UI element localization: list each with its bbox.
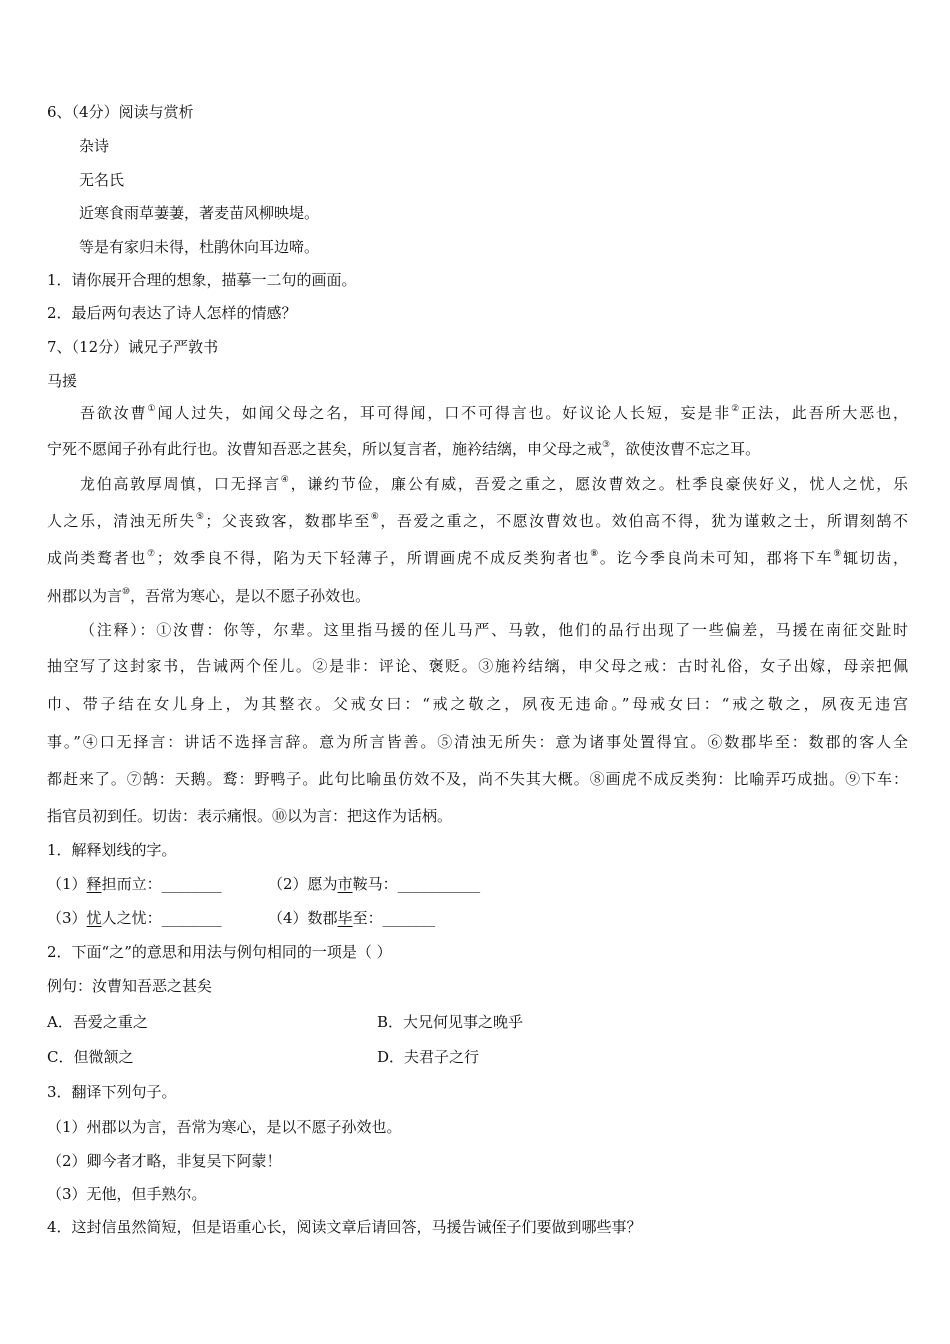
translate-item-2: （2）卿今者才略，非复吴下阿蒙！: [47, 1152, 282, 1170]
poem-author: 无名氏: [79, 171, 125, 189]
passage-line: [80, 403, 908, 423]
translate-item-3: （3）无他，但手熟尔。: [47, 1185, 207, 1203]
passage-text: 宁死不愿闻子孙有此行也。汝曹知吾恶之甚矣，所以复言者，施衿结缡，申父母之戒: [47, 440, 603, 458]
blank-item-4: （4）数郡毕至：_______: [268, 909, 436, 927]
footnote-marker: ⑥: [370, 512, 381, 522]
blank-item-3: （3）忧人之忧：________: [47, 909, 222, 927]
text-author: 马援: [47, 372, 78, 390]
q6-heading: 6、（4分）阅读与赏析: [47, 103, 194, 121]
q7-sub-question-2: 2．下面“之”的意思和用法与例句相同的一项是（ ）: [47, 943, 392, 961]
passage-line: [47, 548, 908, 568]
q6-sub-question-1: 1．请你展开合理的想象，描摹一二句的画面。: [47, 271, 357, 289]
q7-sub-question-4: 4．这封信虽然简短，但是语重心长，阅读文章后请回答，马援告诫侄子们要做到哪些事？: [47, 1218, 642, 1236]
footnote-marker: ⑧: [590, 549, 600, 559]
passage-line: [47, 439, 760, 459]
passage-text: 正法，此吾所大恶也，: [741, 404, 908, 422]
note-line: 指官员初到任。切齿：表示痛恨。⑩以为言：把这作为话柄。: [47, 807, 453, 825]
poem-line-1: 近寒食雨草萋萋，著麦苗风柳映堤。: [79, 204, 320, 222]
passage-text: ，吾常为寒心，是以不愿子孙效也。: [130, 587, 371, 605]
passage-text: 龙伯高敦厚周慎，口无择言: [80, 475, 281, 493]
footnote-marker: ⑨: [833, 549, 843, 559]
passage-text: 闻人过失，如闻父母之名，耳可得闻，口不可得言也。好议论人长短，妄是非: [157, 404, 732, 422]
option-c: C．但微颔之: [47, 1048, 134, 1066]
q7-sub-question-3: 3．翻译下列句子。: [47, 1083, 177, 1101]
passage-text: 。讫今季良尚未可知，郡将下车: [599, 549, 834, 567]
example-sentence: 例句：汝曹知吾恶之甚矣: [47, 977, 213, 995]
note-line: 巾、带子结在女儿身上，为其整衣。父戒女曰：“戒之敬之，夙夜无违命。”母戒女曰：“戒之敬之，夙夜无违宫: [47, 695, 908, 713]
q7-heading: 7、（12分）诫兄子严敦书: [47, 338, 219, 356]
passage-line: [80, 474, 908, 494]
blank-item-2: （2）愿为市鞍马：___________: [268, 875, 481, 893]
passage-text: ，欲使汝曹不忘之耳。: [610, 440, 761, 458]
option-a: A．吾爱之重之: [47, 1013, 148, 1031]
note-line: （注释）：①汝曹：你等，尔辈。这里指马援的侄儿马严、马敦，他们的品行出现了一些偏差，马援在南征交趾时: [80, 621, 908, 639]
passage-text: ；父丧致客，数郡毕至: [205, 512, 371, 530]
note-line: 抽空写了这封家书，告诫两个侄儿。②是非：评论、褒贬。③施衿结缡，申父母之戒：古时礼俗，女子出嫁，母亲把佩: [47, 657, 908, 675]
option-b: B．大兄何见事之晚乎: [377, 1013, 524, 1031]
passage-text: ，谦约节俭，廉公有威，吾爱之重之，愿汝曹效之。杜季良豪侠好义，忧人之忧，乐: [290, 475, 908, 493]
passage-line: [47, 511, 908, 531]
passage-text: 州郡以为言: [47, 587, 123, 605]
q7-sub-question-1: 1．解释划线的字。: [47, 841, 177, 859]
passage-text: 成尚类鹜者也: [47, 549, 148, 567]
blank-item-1: （1）释担而立：________: [47, 875, 222, 893]
footnote-marker: ②: [731, 404, 742, 414]
footnote-marker: ⑩: [122, 587, 131, 597]
option-d: D．夫君子之行: [377, 1048, 480, 1066]
footnote-marker: ③: [602, 440, 611, 450]
q6-sub-question-2: 2．最后两句表达了诗人怎样的情感？: [47, 304, 297, 322]
passage-text: 辄切齿，: [842, 549, 908, 567]
passage-text: ，吾爱之重之，不愿汝曹效也。效伯高不得，犹为谨敕之士，所谓刻鹄不: [380, 512, 908, 530]
footnote-marker: ⑦: [147, 549, 157, 559]
passage-text: ；效季良不得，陷为天下轻薄子，所谓画虎不成反类狗者也: [156, 549, 591, 567]
passage-text: 吾欲汝曹: [80, 404, 148, 422]
note-line: 事。”④口无择言：讲话不选择言辞。意为所言皆善。⑤清浊无所失：意为诸事处置得宜。⑥数郡毕至：数郡的客人全: [47, 733, 908, 751]
passage-line: [47, 586, 370, 606]
footnote-marker: ④: [280, 475, 291, 485]
translate-item-1: （1）州郡以为言，吾常为寒心，是以不愿子孙效也。: [47, 1118, 402, 1136]
poem-title: 杂诗: [79, 137, 110, 155]
note-line: 都赶来了。⑦鹄：天鹅。鹜：野鸭子。此句比喻虽仿效不及，尚不失其大概。⑧画虎不成反类狗：比喻弄巧成拙。⑨下车：: [47, 770, 908, 788]
poem-line-2: 等是有家归未得，杜鹃休向耳边啼。: [79, 238, 320, 256]
footnote-marker: ⑤: [195, 512, 206, 522]
passage-text: 人之乐，清浊无所失: [47, 512, 196, 530]
footnote-marker: ①: [147, 404, 158, 414]
